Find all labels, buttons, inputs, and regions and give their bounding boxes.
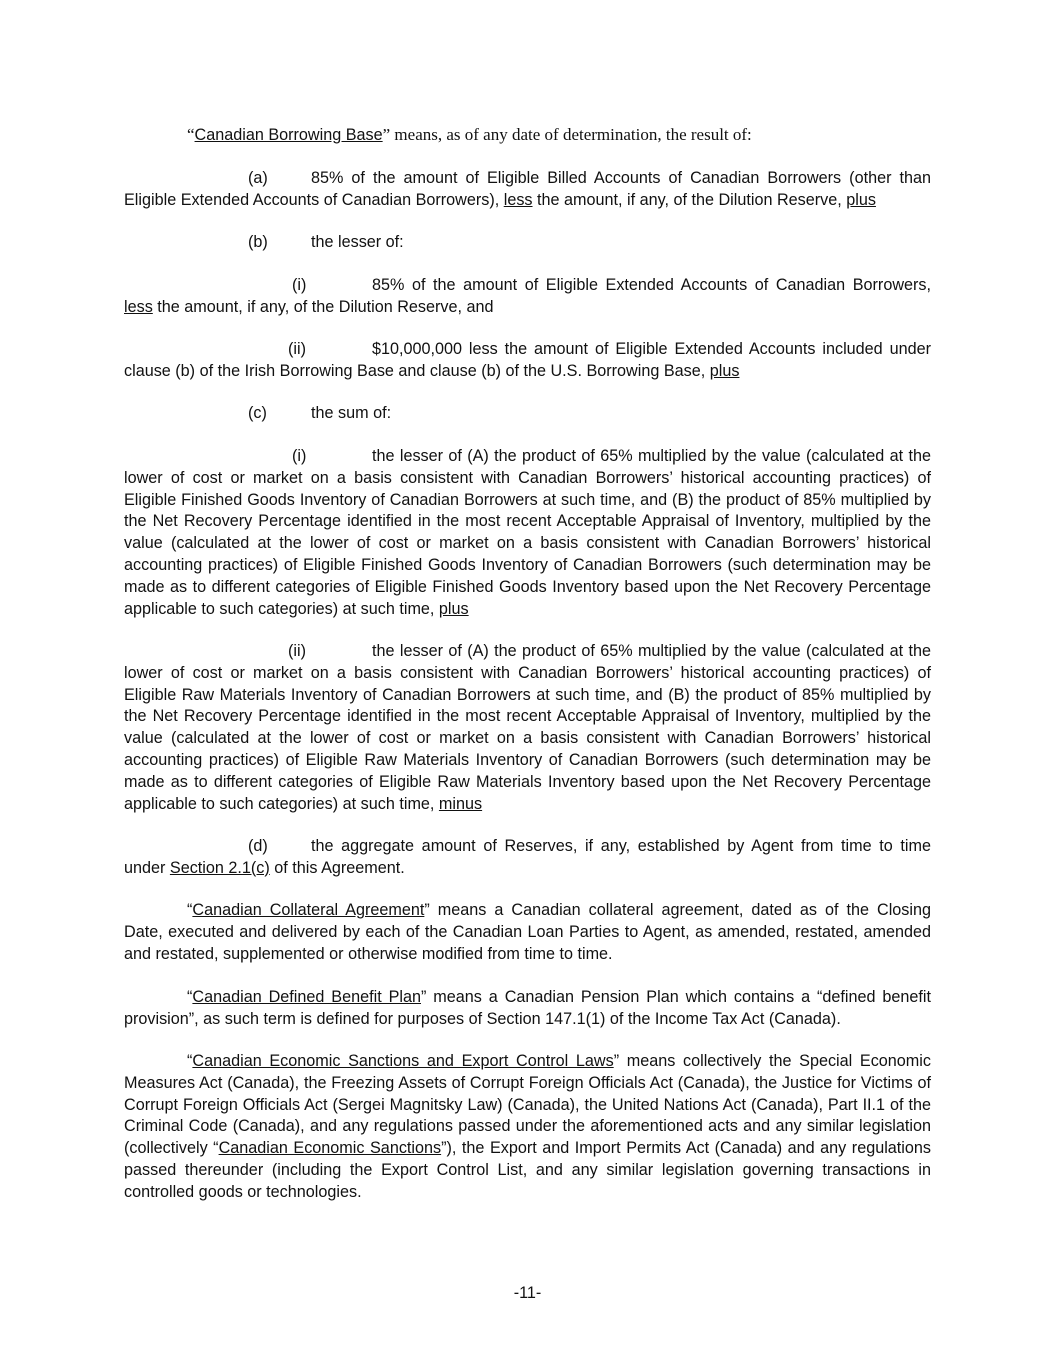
page-number: -11- bbox=[513, 1284, 542, 1302]
clause-b-i-label: (i) bbox=[292, 276, 307, 294]
clause-d-label: (d) bbox=[248, 837, 268, 855]
clause-a-text: 85% of the amount of Eligible Billed Accounts of Canadian Borrowers (other than Eligible Extended Accounts of Canadian Borrowers), less the amount, if any, of the Dilution Reserve, plus bbox=[124, 169, 931, 209]
clause-b-ii-label: (ii) bbox=[288, 340, 306, 358]
defined-benefit-plan-definition: “Canadian Defined Benefit Plan” means a Canadian Pension Plan which contains a “defined benefit provision”, as such term is defined for purposes of Section 147.1(1) of the Income Tax Act (Canada). bbox=[124, 988, 931, 1028]
defined-term: Canadian Defined Benefit Plan bbox=[192, 988, 421, 1006]
collateral-agreement-definition: “Canadian Collateral Agreement” means a Canadian collateral agreement, dated as of the Closing Date, executed and delivered by each of the Canadian Loan Parties to Agent, as amended, restated, amended and restated, supplemented or otherwise modified from time to time. bbox=[124, 901, 931, 963]
defined-term-inner: Canadian Economic Sanctions bbox=[218, 1139, 442, 1158]
section-reference: Section 2.1(c) bbox=[169, 858, 270, 877]
sanctions-laws-definition: “Canadian Economic Sanctions and Export Control Laws” means collectively the Special Economic Measures Act (Canada), the Freezing Assets of Corrupt Foreign Officials Act (Canada), the Justice for Victims of Corrupt Foreign Officials Act (Sergei Magnitsky Law) (Canada), the United Nations Act (Canada), Part II.1 of the Criminal Code (Canada), and any regulations passed under the aforementioned acts and any similar legislation (collectively “Canadian Economic Sanctions”), the Export and Import Permits Act (Canada) and any regulations passed thereunder (including the Export Control List, and any similar legislation governing transactions in controlled goods or technologies. bbox=[124, 1052, 931, 1201]
clause-c-ii-label: (ii) bbox=[288, 642, 306, 660]
defined-term: Canadian Collateral Agreement bbox=[192, 901, 425, 919]
borrowing-base-definition: “Canadian Borrowing Base” means, as of any date of determination, the result of: bbox=[187, 125, 752, 144]
clause-c-text: the sum of: bbox=[311, 404, 392, 422]
clause-c-i-text: the lesser of (A) the product of 65% multiplied by the value (calculated at the lower of cost or market on a basis consistent with Canadian Borrowers’ historical accounting practices) of Eligible Finished Goods Inventory of Canadian Borrowers at such time, and (B) the product of 85% multiplied by the Net Recovery Percentage identified in the most recent Acceptable Appraisal of Inventory, multiplied by the value (calculated at the lower of cost or market on a basis consistent with Canadian Borrowers’ historical accounting practices) of Eligible Finished Goods Inventory of Canadian Borrowers (such determination may be made as to different categories of Eligible Finished Goods Inventory based upon the Net Recovery Percentage applicable to such categories) at such time, plus bbox=[124, 447, 931, 618]
clause-b-ii-text: $10,000,000 less the amount of Eligible Extended Accounts included under clause (b) of the Irish Borrowing Base and clause (b) of the U.S. Borrowing Base, plus bbox=[124, 340, 931, 380]
clause-a-label: (a) bbox=[248, 169, 268, 187]
clause-b-label: (b) bbox=[248, 233, 268, 251]
clause-c-ii-text: the lesser of (A) the product of 65% multiplied by the value (calculated at the lower of cost or market on a basis consistent with Canadian Borrowers’ historical accounting practices) of Eligible Raw Materials Inventory of Canadian Borrowers at such time, and (B) the product of 85% multiplied by the Net Recovery Percentage identified in the most recent Acceptable Appraisal of Inventory, multiplied by the value (calculated at the lower of cost or market on a basis consistent with Canadian Borrowers’ historical accounting practices) of Eligible Raw Materials Inventory of Canadian Borrowers (such determination may be made as to different categories of Eligible Raw Materials Inventory based upon the Net Recovery Percentage applicable to such categories) at such time, minus bbox=[124, 642, 931, 813]
clause-b-i-text: 85% of the amount of Eligible Extended Accounts of Canadian Borrowers, less the amount, if any, of the Dilution Reserve, and bbox=[124, 276, 931, 316]
clause-c-label: (c) bbox=[248, 404, 267, 422]
clause-c-i-label: (i) bbox=[292, 447, 307, 465]
defined-term: Canadian Borrowing Base bbox=[194, 126, 383, 144]
defined-term: Canadian Economic Sanctions and Export Control Laws bbox=[192, 1052, 614, 1070]
clause-d-text: the aggregate amount of Reserves, if any, established by Agent from time to time under Section 2.1(c) of this Agreement. bbox=[124, 837, 931, 877]
clause-b-text: the lesser of: bbox=[311, 233, 404, 251]
